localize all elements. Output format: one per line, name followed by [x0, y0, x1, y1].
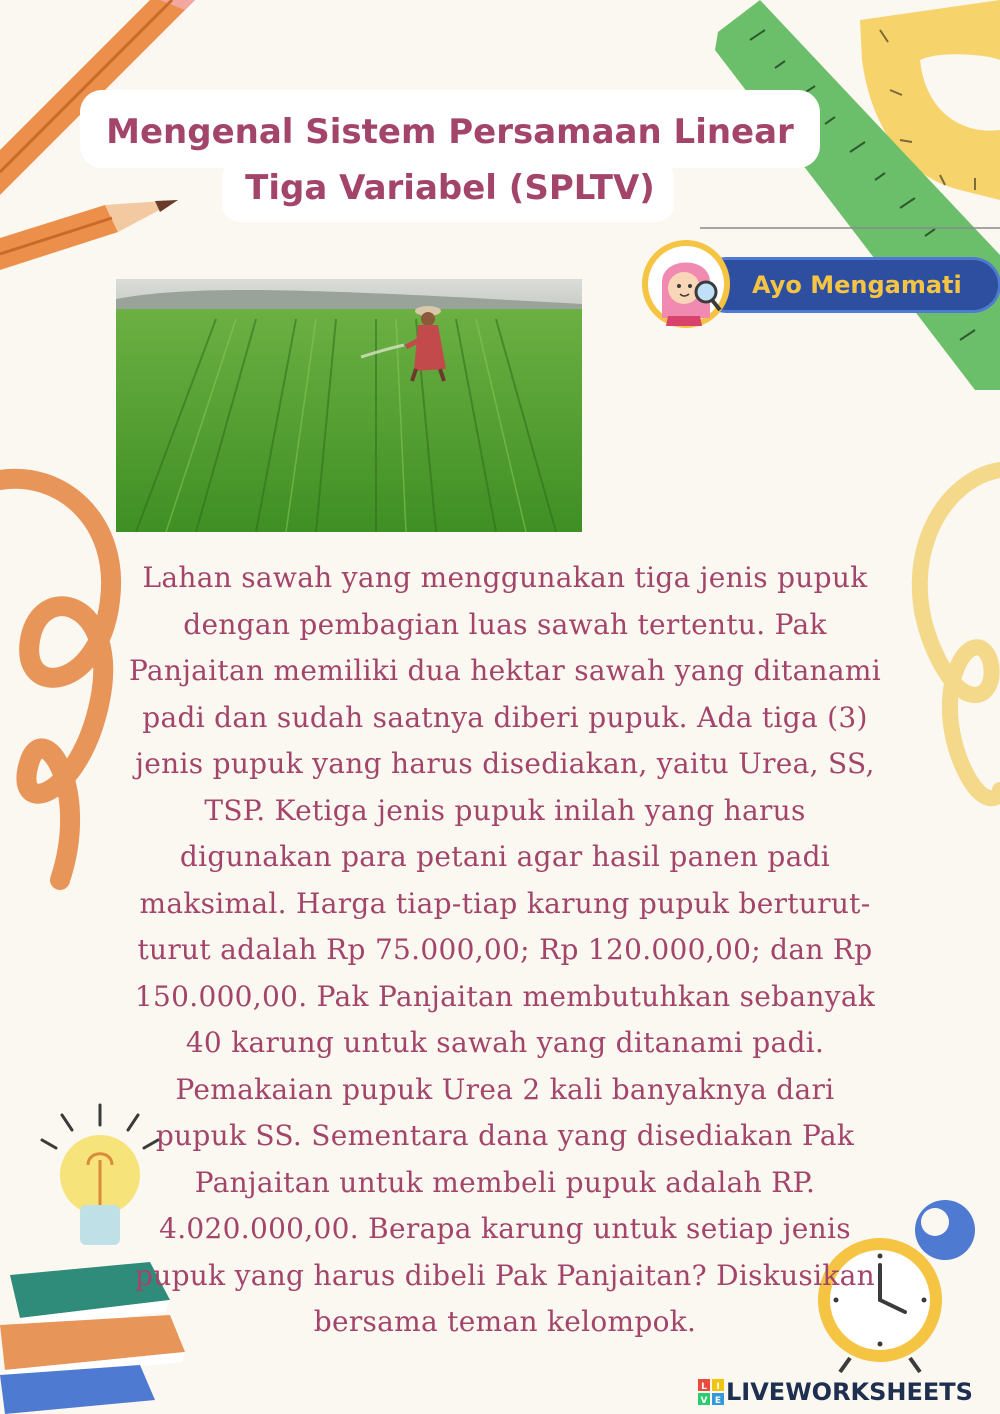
logo-letter: L	[701, 1382, 707, 1392]
text-line: 40 karung untuk sawah yang ditanami padi.	[185, 1026, 825, 1059]
title-line-2: Tiga Variabel (SPLTV)	[245, 168, 655, 208]
text-line: padi dan sudah saatnya diberi pupuk. Ada tiga (3)	[142, 700, 868, 734]
text-line: Pemakaian pupuk Urea 2 kali banyaknya dari	[175, 1072, 835, 1106]
title-line-1: Mengenal Sistem Persamaan Linear	[106, 112, 794, 152]
text-line: maksimal. Harga tiap-tiap karung pupuk berturut-	[139, 886, 871, 920]
text-line: Panjaitan untuk membeli pupuk adalah RP.	[194, 1165, 816, 1199]
text-line: 4.020.000,00. Berapa karung untuk setiap jenis	[159, 1212, 851, 1245]
logo-letter: V	[700, 1396, 708, 1405]
section-badge	[640, 238, 1000, 328]
liveworksheets-brand[interactable]	[698, 1376, 973, 1408]
text-line: Panjaitan memiliki dua hektar sawah yang ditanami	[128, 654, 881, 687]
badge-label: Ayo Mengamati	[752, 271, 962, 299]
page-title	[80, 104, 820, 216]
text-line: pupuk yang harus dibeli Pak Panjaitan? Diskusikan	[135, 1258, 875, 1292]
text-line: bersama teman kelompok.	[313, 1305, 697, 1338]
text-line: TSP. Ketiga jenis pupuk inilah yang harus	[204, 793, 806, 827]
girl-magnifier-icon	[640, 238, 732, 330]
rice-field-photo	[116, 279, 582, 532]
liveworksheets-logo-icon	[698, 1379, 724, 1405]
text-line: jenis pupuk yang harus disediakan, yaitu Urea, SS,	[135, 747, 875, 780]
logo-letter: E	[714, 1396, 722, 1405]
liveworksheets-label: LIVEWORKSHEETS	[726, 1378, 973, 1406]
problem-text	[75, 555, 935, 1346]
text-line: turut adalah Rp 75.000,00; Rp 120.000,00; dan Rp	[137, 933, 873, 966]
text-line: dengan pembagian luas sawah tertentu. Pak	[183, 607, 827, 641]
text-line: digunakan para petani agar hasil panen padi	[179, 840, 831, 873]
text-line: 150.000,00. Pak Panjaitan membutuhkan sebanyak	[134, 979, 876, 1013]
text-line: pupuk SS. Sementara dana yang disediakan Pak	[155, 1119, 855, 1152]
logo-letter: I	[716, 1382, 720, 1392]
text-line: Lahan sawah yang menggunakan tiga jenis pupuk	[142, 561, 868, 594]
